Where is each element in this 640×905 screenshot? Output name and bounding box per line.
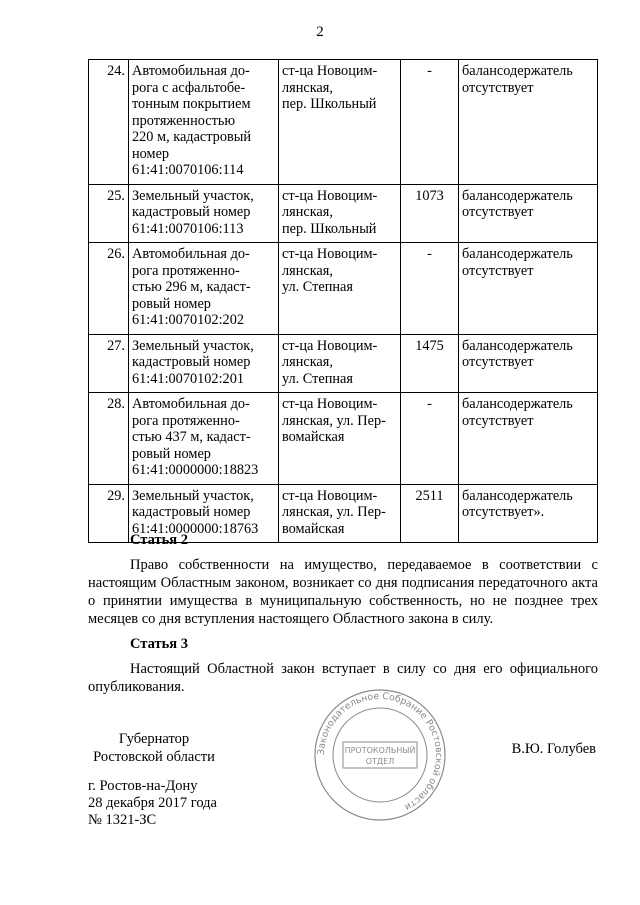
property-address-line: ул. Степная (282, 279, 353, 295)
balance-holder-line: отсутствует (462, 262, 534, 279)
property-address-line: лянская, (282, 354, 333, 370)
property-area-cell (401, 243, 459, 335)
row-number-cell (89, 484, 129, 543)
property-name-cell (129, 243, 279, 335)
property-area-line: - (427, 396, 432, 412)
balance-holder-cell (459, 60, 598, 185)
property-address-line: вомайская (282, 520, 345, 537)
row-number-line: 24. (107, 63, 125, 79)
property-name-line: стью 296 м, кадаст- (132, 279, 251, 295)
property-area-line: 1073 (415, 187, 444, 204)
property-name-cell (129, 184, 279, 243)
balance-holder-cell (459, 484, 598, 543)
property-area-line: - (427, 63, 432, 79)
seal-inner-line-2: ОТДЕЛ (365, 757, 395, 766)
property-name-line: ровый номер (132, 445, 211, 462)
article-2-heading: Статья 2 (130, 532, 188, 548)
property-table-body (89, 60, 598, 543)
seal-inner-line-1: ПРОТОКОЛЬНЫЙ (344, 746, 416, 755)
table-row (89, 243, 598, 335)
property-address-cell (279, 393, 401, 485)
property-address-line: вомайская (282, 429, 345, 445)
row-number-line: 27. (107, 337, 125, 354)
property-area-line: - (427, 246, 432, 262)
row-number-cell (89, 184, 129, 243)
row-number-cell (89, 334, 129, 393)
row-number-cell (89, 393, 129, 485)
property-name-line: ровый номер (132, 295, 211, 312)
balance-holder-cell (459, 184, 598, 243)
article-2-text: Право собственности на имущество, передаваемое в соответствии с настоящим Областным законом, возникает со дня подписания передаточного акта о принятии имущества в муниципальную собственность, но не позднее трех месяцев со дня вступления настоящего Областного закона в силу. (88, 557, 598, 627)
balance-holder-cell (459, 243, 598, 335)
property-name-line: протяженностью (132, 112, 236, 129)
table-row (89, 60, 598, 185)
property-name-line: 61:41:0070106:113 (132, 220, 244, 237)
property-address-line: ст-ца Новоцим- (282, 487, 378, 504)
table-row (89, 393, 598, 485)
article-3-text: Настоящий Областной закон вступает в силу со дня его официального опубликования. (88, 661, 598, 695)
row-number-line: 29. (107, 487, 125, 504)
property-name-line: 61:41:0000000:18763 (132, 520, 259, 537)
property-address-line: ст-ца Новоцим- (282, 246, 378, 262)
property-address-cell (279, 484, 401, 543)
property-address-cell (279, 243, 401, 335)
property-name-line: Автомобильная до- (132, 63, 250, 79)
place-info (88, 778, 217, 829)
property-address-line: лянская, (282, 204, 333, 220)
signer-name: В.Ю. Голубев (511, 741, 596, 757)
property-address-cell (279, 60, 401, 185)
balance-holder-line: балансодержатель (462, 63, 573, 79)
property-name-line: кадастровый номер (132, 354, 251, 370)
property-name-line: Автомобильная до- (132, 396, 250, 412)
property-name-line: рога протяженно- (132, 412, 240, 429)
seal-ring-text: Законодательное Собрание Ростовской области (315, 690, 445, 813)
balance-holder-line: отсутствует (462, 354, 534, 370)
page-number: 2 (316, 24, 324, 40)
seal-stamp (313, 688, 447, 822)
property-address-cell (279, 184, 401, 243)
balance-holder-line: балансодержатель (462, 337, 573, 354)
property-name-line: номер (132, 145, 170, 162)
property-name-line: 61:41:0070102:202 (132, 312, 244, 328)
property-name-line: 220 м, кадастровый (132, 129, 251, 145)
property-area-cell (401, 60, 459, 185)
property-name-cell (129, 393, 279, 485)
row-number-line: 25. (107, 187, 125, 204)
property-name-line: кадастровый номер (132, 504, 251, 520)
balance-holder-line: отсутствует». (462, 504, 545, 520)
property-address-line: пер. Школьный (282, 96, 377, 112)
property-name-line: 61:41:0070102:201 (132, 370, 244, 387)
property-address-line: ст-ца Новоцим- (282, 187, 378, 204)
property-name-line: 61:41:0070106:114 (132, 162, 244, 178)
balance-holder-cell (459, 393, 598, 485)
balance-holder-line: балансодержатель (462, 487, 573, 504)
article-3-heading: Статья 3 (130, 636, 188, 652)
property-name-line: Земельный участок, (132, 337, 254, 354)
signer-title (88, 730, 220, 766)
property-name-line: Земельный участок, (132, 187, 254, 204)
city: г. Ростов-на-Дону (88, 778, 198, 794)
balance-holder-cell (459, 334, 598, 393)
date: 28 декабря 2017 года (88, 795, 217, 811)
property-address-line: ст-ца Новоцим- (282, 396, 378, 412)
row-number-cell (89, 60, 129, 185)
property-address-line: пер. Школьный (282, 220, 377, 237)
property-name-line: рога с асфальтобе- (132, 79, 246, 96)
property-address-cell (279, 334, 401, 393)
property-address-line: ул. Степная (282, 370, 353, 387)
property-area-cell (401, 393, 459, 485)
balance-holder-line: балансодержатель (462, 187, 573, 204)
property-name-line: Земельный участок, (132, 487, 254, 504)
property-name-line: тонным покрытием (132, 96, 251, 112)
row-number-line: 28. (107, 396, 125, 412)
property-table (88, 59, 598, 543)
balance-holder-line: отсутствует (462, 204, 534, 220)
property-area-line: 1475 (415, 337, 444, 354)
property-area-cell (401, 484, 459, 543)
signer-title-line-2: Ростовской области (93, 749, 215, 765)
balance-holder-line: балансодержатель (462, 396, 573, 412)
row-number-line: 26. (107, 246, 125, 262)
property-area-cell (401, 334, 459, 393)
property-name-cell (129, 60, 279, 185)
balance-holder-line: балансодержатель (462, 246, 573, 262)
row-number-cell (89, 243, 129, 335)
property-address-line: лянская, (282, 79, 333, 96)
balance-holder-line: отсутствует (462, 79, 534, 96)
law-number: № 1321-ЗС (88, 812, 157, 828)
property-address-line: ст-ца Новоцим- (282, 337, 378, 354)
property-name-cell (129, 334, 279, 393)
property-name-line: 61:41:0000000:18823 (132, 462, 259, 478)
balance-holder-line: отсутствует (462, 412, 534, 429)
signer-title-line-1: Губернатор (118, 731, 190, 747)
property-area-cell (401, 184, 459, 243)
property-name-line: кадастровый номер (132, 204, 251, 220)
property-address-line: лянская, ул. Пер- (282, 412, 386, 429)
property-address-line: лянская, ул. Пер- (282, 504, 386, 520)
property-area-line: 2511 (415, 487, 444, 504)
property-name-line: рога протяженно- (132, 262, 240, 279)
property-address-line: лянская, (282, 262, 333, 279)
property-address-line: ст-ца Новоцим- (282, 63, 378, 79)
table-row (89, 184, 598, 243)
table-row (89, 334, 598, 393)
property-name-line: стью 437 м, кадаст- (132, 429, 251, 445)
property-name-line: Автомобильная до- (132, 246, 250, 262)
